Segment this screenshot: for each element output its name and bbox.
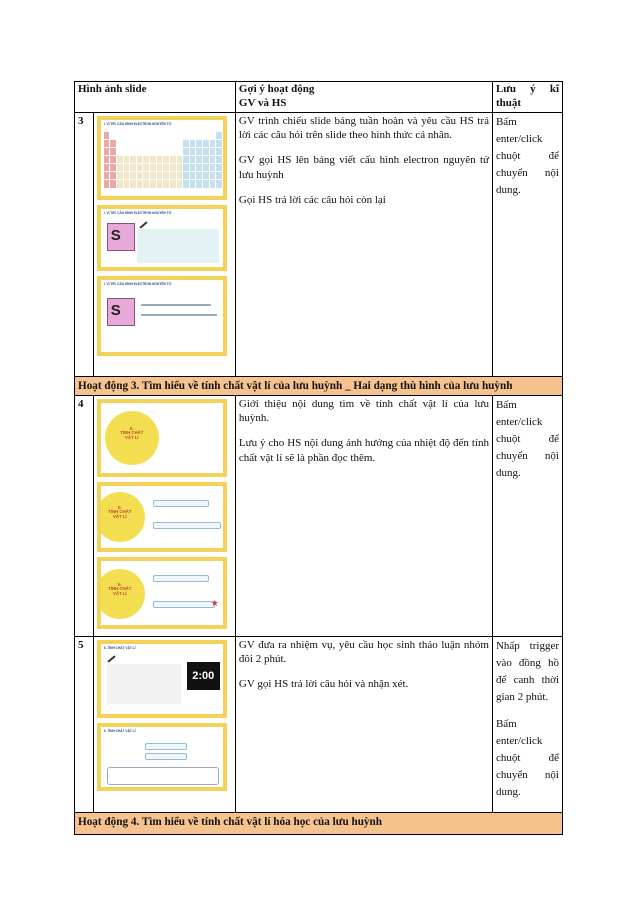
table-row-5 [75,636,563,812]
periodic-cell [150,172,156,179]
answer-line [141,314,217,316]
periodic-cell [110,132,116,139]
periodic-cell [177,148,183,155]
periodic-cell [203,140,209,147]
periodic-cell [163,156,169,163]
activity-cell [235,395,492,636]
periodic-cell [124,140,130,147]
periodic-cell [124,164,130,171]
periodic-cell [110,156,116,163]
periodic-cell [163,164,169,171]
slide-heading: II. TÍNH CHẤT VẬT LÍ [103,645,136,650]
periodic-cell [216,140,222,147]
section-header-activity-3 [75,376,563,395]
periodic-cell [183,140,189,147]
note-text: Bấm enter/click chuột để chuyển nội dung. [495,717,559,798]
periodic-cell [150,164,156,171]
sun-label: II. TÍNH CHẤT VẬT LÍ [108,581,132,597]
periodic-cell [143,180,149,187]
periodic-cell [157,156,163,163]
periodic-cell [216,172,222,179]
periodic-cell [190,172,196,179]
periodic-cell [196,132,202,139]
note-text: Bấm enter/click chuột để chuyển nội dung. [495,398,559,479]
periodic-cell [143,164,149,171]
periodic-cell [210,140,216,147]
periodic-cell [130,172,136,179]
periodic-cell [183,156,189,163]
note-cell [492,112,562,376]
periodic-cell [157,132,163,139]
periodic-cell [183,132,189,139]
periodic-cell [196,172,202,179]
section-title: Hoạt động 4. Tìm hiểu về tính chất vật lí hóa học của lưu huỳnh [75,812,563,834]
periodic-cell [196,164,202,171]
periodic-cell [177,140,183,147]
periodic-cell [177,180,183,187]
activity-text: Giới thiệu nội dung tìm về tính chất vật lí của lưu huỳnh. [238,397,489,425]
periodic-cell [110,172,116,179]
periodic-cell [150,132,156,139]
slide-allotropes-answer [97,723,227,791]
slide-sulfur-answer [97,276,227,356]
periodic-cell [163,180,169,187]
periodic-cell [190,164,196,171]
topic-bar [153,575,209,582]
periodic-cell [196,140,202,147]
activity-text: Gọi HS trả lời các câu hỏi còn lại [238,193,386,206]
periodic-cell [196,156,202,163]
periodic-cell [170,164,176,171]
periodic-cell [150,180,156,187]
periodic-cell [203,132,209,139]
lesson-plan-table [74,81,563,835]
section-title: Hoạt động 3. Tìm hiểu về tính chất vật lí của lưu huỳnh _ Hai dạng thù hình của lưu huỳnh [75,376,563,395]
periodic-cell [117,156,123,163]
topic-bar [153,601,215,608]
periodic-cell [130,164,136,171]
periodic-cell [143,132,149,139]
activity-text: GV trình chiếu slide bảng tuần hoàn và yêu cầu HS trả lời các câu hỏi trên slide theo hình thức cá nhân. [238,114,489,142]
periodic-cell [104,180,110,187]
periodic-cell [137,172,143,179]
sun-label: II. TÍNH CHẤT VẬT LÍ [120,425,144,441]
periodic-cell [203,172,209,179]
star-icon: ★ [210,597,219,608]
periodic-cell [190,132,196,139]
periodic-cell [210,164,216,171]
periodic-cell [137,180,143,187]
periodic-cell [216,164,222,171]
periodic-cell [183,180,189,187]
periodic-cell [110,140,116,147]
activity-text: Lưu ý cho HS nội dung ảnh hưởng của nhiệt độ đến tính chất vật lí sẽ là phần đọc thêm. [238,437,489,465]
periodic-cell [183,164,189,171]
periodic-cell [143,148,149,155]
question-box [137,229,219,263]
periodic-cell [163,140,169,147]
periodic-cell [177,172,183,179]
periodic-cell [190,148,196,155]
header-activity-line2: GV và HS [238,96,287,109]
periodic-cell [124,180,130,187]
periodic-cell [170,172,176,179]
periodic-cell [137,164,143,171]
note-text: Bấm enter/click chuột để chuyển nội dung. [495,115,559,196]
header-activity-line1: Gợi ý hoạt động [238,83,315,95]
periodic-cell [170,180,176,187]
periodic-cell [104,156,110,163]
periodic-cell [170,140,176,147]
periodic-cell [163,132,169,139]
slide-heading: I. VỊ TRÍ, CẤU HÌNH ELECTRON NGUYÊN TỬ [103,281,172,286]
table-row-3 [75,112,563,376]
activity-cell [235,112,492,376]
periodic-cell [210,156,216,163]
periodic-cell [157,180,163,187]
periodic-cell [183,172,189,179]
slide-heading: II. TÍNH CHẤT VẬT LÍ [103,728,136,733]
equation-box [107,767,219,785]
periodic-cell [124,172,130,179]
periodic-cell [124,156,130,163]
periodic-cell [177,164,183,171]
periodic-cell [117,140,123,147]
periodic-cell [210,148,216,155]
slide-physical-properties-2 [97,482,227,552]
header-note-line1: Lưu ý kĩ [495,83,559,95]
activity-text: GV gọi HS lên bảng viết cấu hình electron nguyên tử lưu huỳnh [238,154,489,182]
periodic-cell [157,148,163,155]
periodic-cell [157,164,163,171]
slide-heading: I. VỊ TRÍ, CẤU HÌNH ELECTRON NGUYÊN TỬ [103,121,172,126]
row-number: 3 [75,112,94,376]
periodic-cell [124,148,130,155]
slide-physical-properties-intro [97,399,227,477]
slide-images-cell [93,112,235,376]
slide-images-cell [93,636,235,812]
periodic-cell [124,132,130,139]
periodic-cell [216,180,222,187]
periodic-cell [117,148,123,155]
sulfur-element-card [107,223,135,251]
periodic-cell [104,140,110,147]
periodic-cell [137,132,143,139]
periodic-cell [196,180,202,187]
row-number: 5 [75,636,94,812]
activity-text: GV đưa ra nhiệm vụ, yêu cầu học sinh thảo luận nhóm đôi 2 phút. [238,638,489,666]
periodic-cell [190,140,196,147]
periodic-cell [216,148,222,155]
periodic-cell [143,156,149,163]
task-box [107,664,181,704]
periodic-cell [137,156,143,163]
periodic-cell [203,156,209,163]
slide-sulfur-questions [97,205,227,271]
periodic-cell [143,172,149,179]
periodic-cell [104,172,110,179]
periodic-cell [117,164,123,171]
periodic-cell [130,132,136,139]
periodic-table-graphic [104,132,222,188]
periodic-cell [143,140,149,147]
periodic-cell [110,164,116,171]
header-slide-image: Hình ảnh slide [75,82,236,113]
sulfur-element-card [107,298,135,326]
periodic-cell [190,156,196,163]
periodic-cell [150,156,156,163]
periodic-cell [157,140,163,147]
activity-cell [235,636,492,812]
sulfur-symbol: S [110,301,121,319]
periodic-cell [104,148,110,155]
header-note [492,82,562,113]
periodic-cell [203,180,209,187]
slide-physical-properties-3 [97,557,227,629]
note-cell [492,636,562,812]
slide-allotropes-task [97,640,227,718]
periodic-cell [150,140,156,147]
topic-bar [153,522,221,529]
periodic-cell [110,180,116,187]
section-header-activity-4 [75,812,563,834]
periodic-cell [130,140,136,147]
periodic-cell [104,164,110,171]
periodic-cell [104,132,110,139]
answer-line [141,304,211,306]
slide-periodic-table [97,116,227,200]
slide-heading: I. VỊ TRÍ, CẤU HÌNH ELECTRON NGUYÊN TỬ [103,210,172,215]
periodic-cell [177,132,183,139]
header-activity [235,82,492,113]
sulfur-symbol: S [110,226,121,244]
topic-bar [145,753,187,760]
periodic-cell [130,156,136,163]
periodic-cell [210,180,216,187]
periodic-cell [150,148,156,155]
topic-bar [145,743,187,750]
periodic-cell [216,132,222,139]
periodic-cell [137,148,143,155]
periodic-cell [183,148,189,155]
periodic-cell [196,148,202,155]
periodic-cell [137,140,143,147]
periodic-cell [210,172,216,179]
lesson-plan-table-wrapper [74,81,563,835]
periodic-cell [130,148,136,155]
periodic-cell [216,156,222,163]
periodic-cell [170,132,176,139]
periodic-cell [163,172,169,179]
sun-label: II. TÍNH CHẤT VẬT LÍ [108,504,132,520]
row-number: 4 [75,395,94,636]
table-row-4 [75,395,563,636]
topic-bar [153,500,209,507]
periodic-cell [163,148,169,155]
periodic-cell [203,148,209,155]
periodic-cell [117,172,123,179]
periodic-cell [117,180,123,187]
countdown-timer[interactable]: 2:00 [187,662,220,690]
periodic-cell [170,148,176,155]
table-header-row [75,82,563,113]
periodic-cell [190,180,196,187]
periodic-cell [157,172,163,179]
periodic-cell [117,132,123,139]
periodic-cell [170,156,176,163]
periodic-cell [177,156,183,163]
periodic-cell [130,180,136,187]
pencil-icon [139,221,147,228]
slide-images-cell [93,395,235,636]
note-cell [492,395,562,636]
periodic-cell [210,132,216,139]
activity-text: GV gọi HS trả lời câu hỏi và nhận xét. [238,678,409,691]
periodic-cell [203,164,209,171]
pencil-icon [107,655,115,662]
header-note-line2: thuật [495,96,522,109]
note-text: Nhấp trigger vào đồng hồ để canh thời gian 2 phút. [495,639,559,703]
periodic-cell [110,148,116,155]
